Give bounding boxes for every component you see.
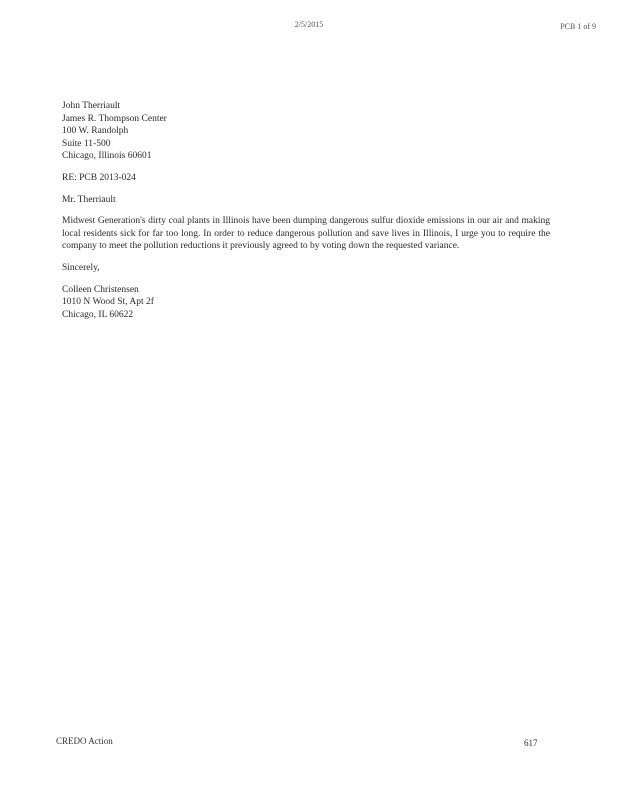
header-date: 2/5/2015	[294, 20, 324, 29]
sender-address	[62, 284, 550, 322]
header-page-label: PCB 1 of 9	[560, 22, 596, 31]
recipient-city: Chicago, Illinois 60601	[62, 151, 152, 162]
reference-line: RE: PCB 2013-024	[62, 172, 136, 183]
sender-city: Chicago, IL 60622	[62, 309, 134, 320]
closing: Sincerely,	[62, 262, 100, 273]
recipient-building: James R. Thompson Center	[62, 113, 167, 124]
footer-page-number: 617	[524, 738, 538, 748]
sender-name: Colleen Christensen	[62, 284, 139, 295]
recipient-street: 100 W. Randolph	[62, 126, 129, 137]
recipient-name: John Therriault	[62, 101, 121, 111]
salutation: Mr. Therriault	[62, 194, 116, 205]
letter-body	[62, 100, 550, 321]
recipient-address	[62, 100, 550, 163]
footer-organization: CREDO Action	[56, 736, 113, 746]
recipient-suite: Suite 11-500	[62, 138, 111, 149]
body-paragraph: Midwest Generation's dirty coal plants in Illinois have been dumping dangerous sulfur dioxide emissions in our air and making local residents sick for far too long. In order to reduce dangerous pollution and save lives in Illinois, I urge you to require the company to meet the pollution reductions it previously agreed to by voting down the requested variance.	[62, 216, 550, 252]
sender-street: 1010 N Wood St, Apt 2f	[62, 297, 154, 308]
